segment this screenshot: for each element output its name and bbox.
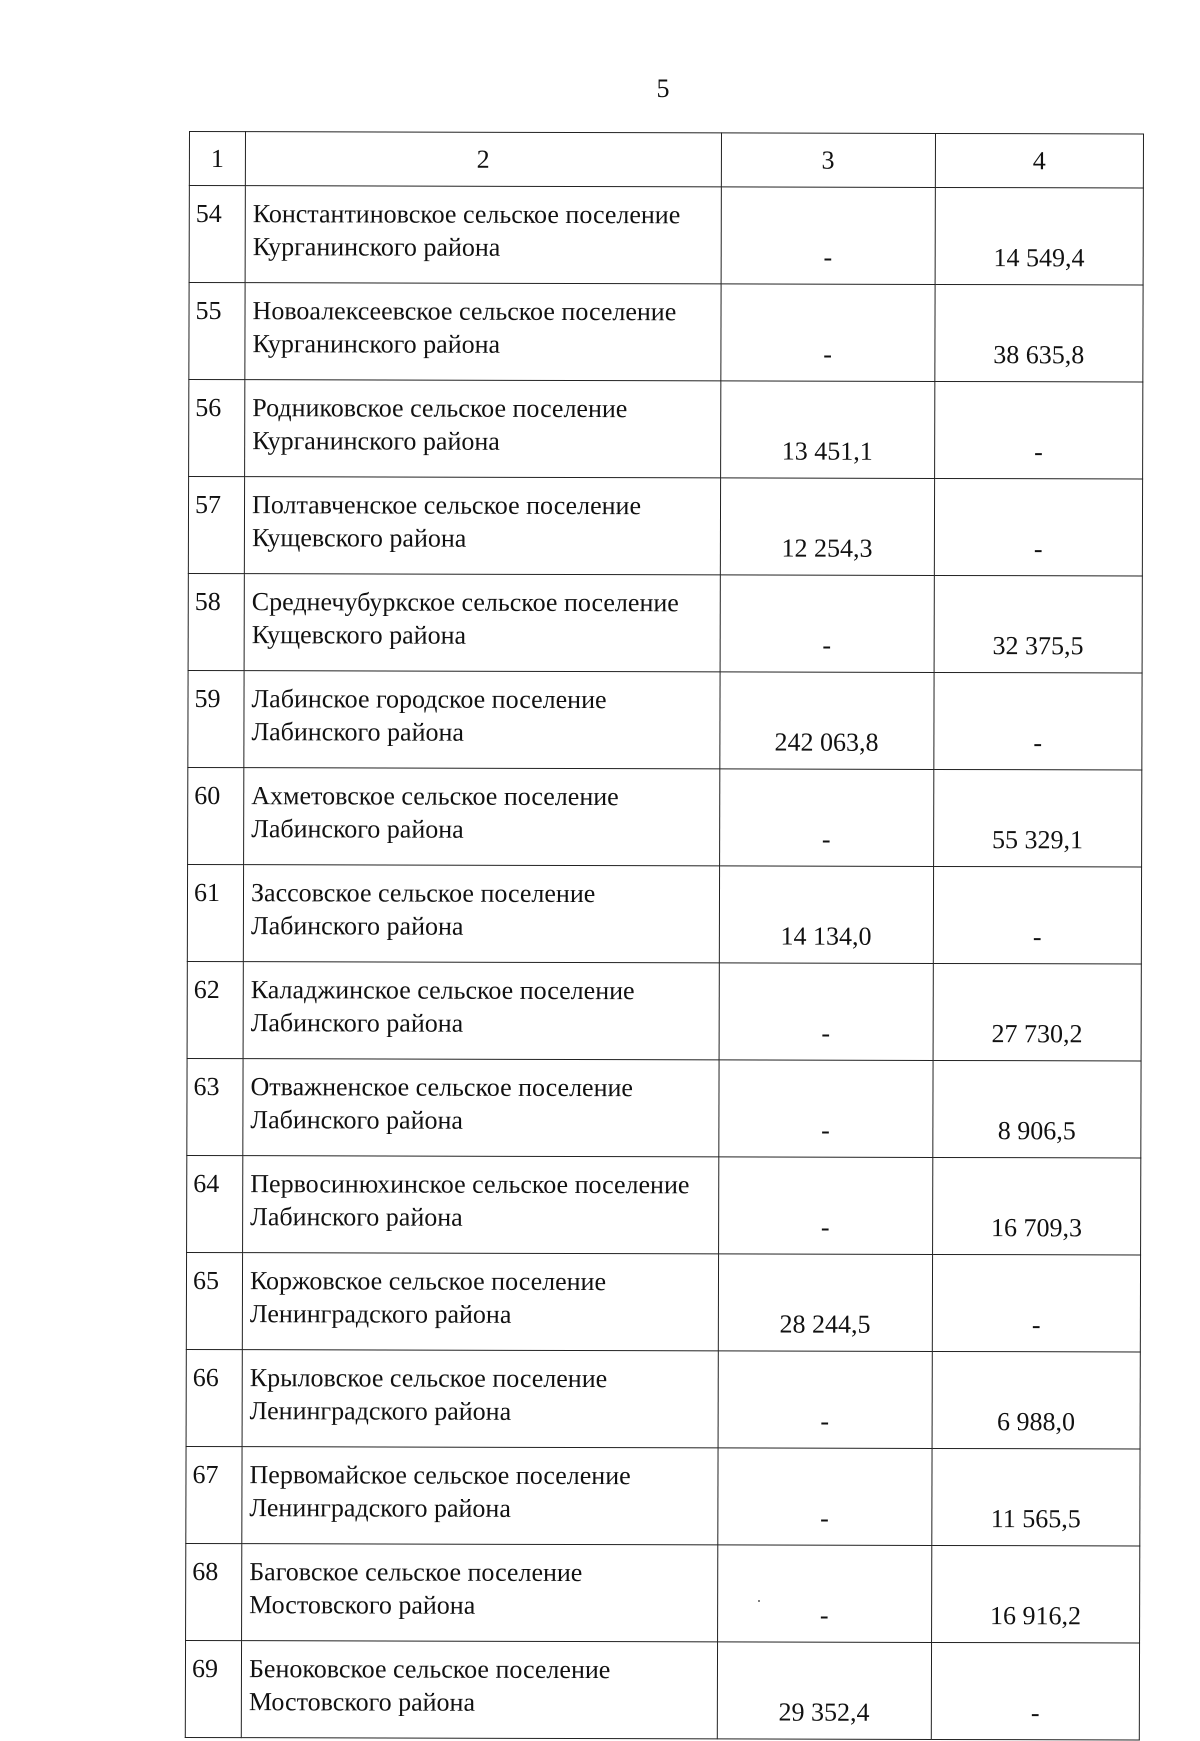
row-number: 61 bbox=[187, 864, 243, 961]
col3-value: 28 244,5 bbox=[718, 1254, 932, 1352]
col3-value: 13 451,1 bbox=[720, 381, 934, 479]
settlement-name: Ахметовское сельское поселение Лабинского района bbox=[244, 768, 720, 866]
settlement-name: Лабинское городское поселение Лабинского района bbox=[244, 671, 720, 769]
col4-value: 27 730,2 bbox=[933, 963, 1142, 1061]
row-number: 55 bbox=[189, 283, 245, 380]
col4-value: 38 635,8 bbox=[935, 284, 1144, 382]
row-number: 59 bbox=[188, 670, 244, 767]
settlement-name: Новоалексеевское сельское поселение Курганинского района bbox=[245, 283, 721, 381]
col3-value: 12 254,3 bbox=[720, 478, 934, 576]
col4-value: - bbox=[934, 672, 1143, 770]
row-number: 63 bbox=[187, 1058, 243, 1155]
row-number: 68 bbox=[186, 1543, 242, 1640]
col4-value: - bbox=[931, 1642, 1140, 1740]
table-row bbox=[189, 186, 1143, 285]
col3-value: - bbox=[718, 1157, 932, 1255]
table-row bbox=[188, 670, 1142, 769]
col3-value: - bbox=[717, 1448, 931, 1546]
col4-value: 16 709,3 bbox=[932, 1157, 1141, 1255]
col4-value: 55 329,1 bbox=[933, 769, 1142, 867]
row-number: 64 bbox=[187, 1155, 243, 1252]
col4-value: 16 916,2 bbox=[931, 1545, 1140, 1643]
settlement-name: Родниковское сельское поселение Курганинского района bbox=[245, 380, 721, 478]
table-header-row bbox=[189, 132, 1143, 188]
header-col-3: 3 bbox=[721, 133, 935, 188]
header-col-4: 4 bbox=[935, 133, 1143, 188]
col3-value: - bbox=[721, 187, 935, 285]
settlement-name: Каладжинское сельское поселение Лабинского района bbox=[243, 962, 719, 1060]
table-row bbox=[187, 1155, 1141, 1254]
settlement-name: Баговское сельское поселение Мостовского района bbox=[242, 1544, 718, 1642]
table-row bbox=[188, 477, 1142, 576]
scan-speck bbox=[758, 1600, 760, 1602]
table-row bbox=[189, 380, 1143, 479]
settlement-name: Первомайское сельское поселение Ленинградского района bbox=[242, 1447, 718, 1545]
page-number: 5 bbox=[656, 74, 670, 103]
row-number: 56 bbox=[189, 380, 245, 477]
table-row bbox=[186, 1252, 1140, 1351]
col4-value: - bbox=[934, 478, 1143, 576]
col3-value: - bbox=[719, 769, 933, 867]
col4-value: 6 988,0 bbox=[932, 1351, 1141, 1449]
row-number: 58 bbox=[188, 573, 244, 670]
settlement-name: Крыловское сельское поселение Ленинградского района bbox=[242, 1350, 718, 1448]
col4-value: - bbox=[932, 1254, 1141, 1352]
row-number: 54 bbox=[189, 186, 245, 283]
settlement-name: Коржовское сельское поселение Ленинградского района bbox=[242, 1253, 718, 1351]
col3-value: 14 134,0 bbox=[719, 866, 933, 964]
table-row bbox=[187, 961, 1141, 1060]
col3-value: - bbox=[720, 575, 934, 673]
table-row bbox=[186, 1543, 1140, 1642]
header-col-2: 2 bbox=[245, 132, 721, 187]
settlement-name: Отважненское сельское поселение Лабинского района bbox=[243, 1059, 719, 1157]
row-number: 66 bbox=[186, 1349, 242, 1446]
settlement-name: Среднечубуркское сельское поселение Кущевского района bbox=[244, 574, 720, 672]
col4-value: 14 549,4 bbox=[935, 187, 1144, 285]
col3-value: 29 352,4 bbox=[717, 1642, 931, 1740]
table-row bbox=[185, 1640, 1139, 1739]
table-row bbox=[187, 1058, 1141, 1157]
col4-value: 11 565,5 bbox=[932, 1448, 1141, 1546]
row-number: 67 bbox=[186, 1446, 242, 1543]
table-row bbox=[186, 1446, 1140, 1545]
table-row bbox=[188, 573, 1142, 672]
settlement-name: Беноковское сельское поселение Мостовского района bbox=[241, 1641, 717, 1739]
header-col-1: 1 bbox=[189, 132, 245, 186]
col4-value: - bbox=[934, 381, 1143, 479]
settlement-name: Зассовское сельское поселение Лабинского района bbox=[243, 865, 719, 963]
col3-value: - bbox=[718, 1351, 932, 1449]
col3-value: 242 063,8 bbox=[719, 672, 933, 770]
col3-value: - bbox=[719, 963, 933, 1061]
row-number: 60 bbox=[188, 767, 244, 864]
table-row bbox=[187, 864, 1141, 963]
col4-value: 8 906,5 bbox=[933, 1060, 1142, 1158]
row-number: 65 bbox=[186, 1252, 242, 1349]
row-number: 57 bbox=[188, 477, 244, 574]
settlement-name: Первосинюхинское сельское поселение Лабинского района bbox=[243, 1156, 719, 1254]
col4-value: 32 375,5 bbox=[934, 575, 1143, 673]
settlement-name: Константиновское сельское поселение Курганинского района bbox=[245, 186, 721, 284]
table-body bbox=[185, 186, 1143, 1740]
col3-value: - bbox=[718, 1060, 932, 1158]
col3-value: - bbox=[717, 1545, 931, 1643]
row-number: 62 bbox=[187, 961, 243, 1058]
allocation-table bbox=[185, 131, 1144, 1740]
table-row bbox=[186, 1349, 1140, 1448]
settlement-name: Полтавченское сельское поселение Кущевского района bbox=[244, 477, 720, 575]
table-row bbox=[189, 283, 1143, 382]
row-number: 69 bbox=[185, 1640, 241, 1737]
col4-value: - bbox=[933, 866, 1142, 964]
col3-value: - bbox=[720, 284, 934, 382]
table-row bbox=[188, 767, 1142, 866]
